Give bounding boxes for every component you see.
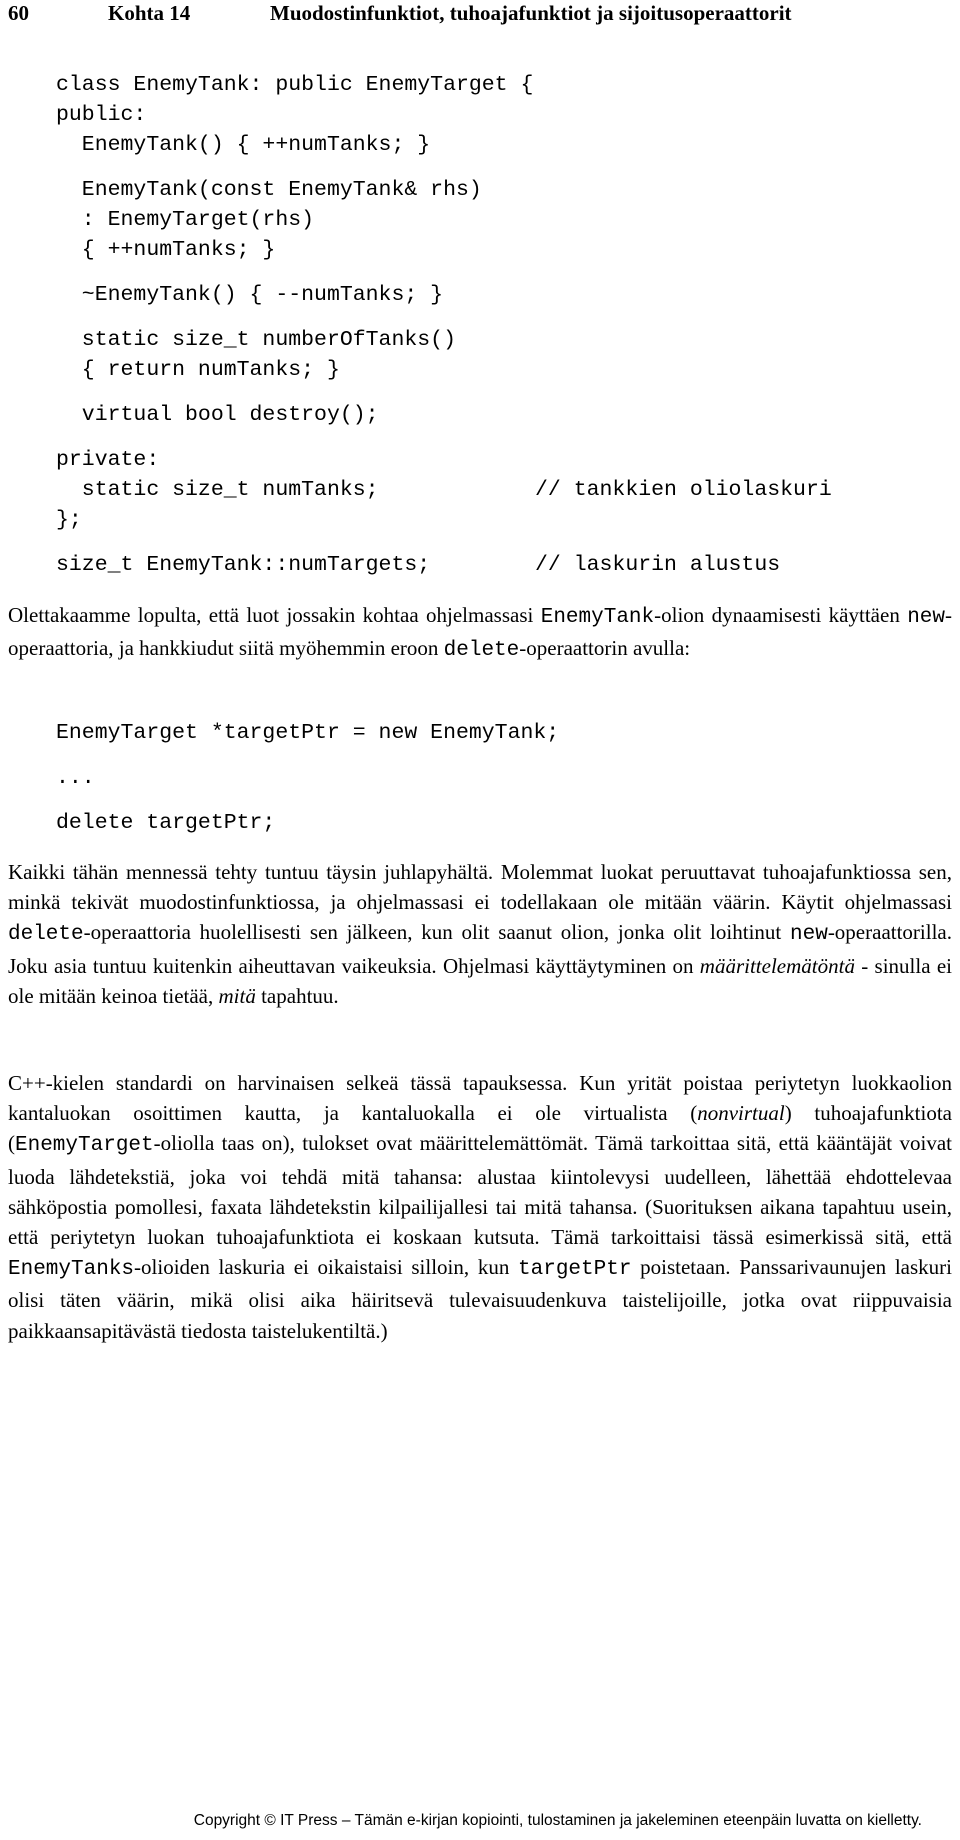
running-header — [8, 0, 952, 30]
paragraph-1 — [8, 600, 952, 666]
code-line: EnemyTarget *targetPtr = new EnemyTank; — [56, 721, 560, 745]
chapter-label: Kohta 14 — [108, 1, 191, 25]
code-line: virtual bool destroy(); — [56, 403, 379, 427]
text-run: -olion dynaamisesti käyttäen — [654, 603, 908, 627]
code-line: { ++numTanks; } — [56, 238, 276, 262]
code-line: class EnemyTank: public EnemyTarget { — [56, 73, 534, 97]
text-run: -operaattorilla. Joku asia tuntuu kuitenkin aiheuttavan vaikeuksia. Ohjelmasi käyttäytyminen on — [8, 920, 952, 978]
code-line: delete targetPtr; — [56, 811, 276, 835]
code-line: private: — [56, 448, 160, 472]
text-run: -olioiden laskuria ei oikaistaisi silloin, kun — [134, 1255, 519, 1280]
code-line: EnemyTank(const EnemyTank& rhs) — [56, 178, 482, 202]
code-line: { return numTanks; } — [56, 358, 340, 382]
chapter-title: Muodostinfunktiot, tuhoajafunktiot ja sijoitusoperaattorit — [270, 1, 792, 25]
code-line: public: — [56, 103, 147, 127]
text-run: - sinulla ei ole mitään keinoa tietää, — [8, 953, 952, 1008]
inline-code: delete — [8, 923, 84, 947]
code-line: static size_t numTanks; — [56, 478, 379, 502]
inline-code: EnemyTanks — [8, 1258, 135, 1282]
inline-code: targetPtr — [518, 1258, 632, 1282]
text-run: -oliolla taas on), tulokset ovat määrittelemättömät. Tämä tarkoittaa sitä, että kääntäjät voivat luoda lähdetekstiä, joka voi tehdä mitä tahansa: alustaa kiintolevysi uudelleen, lähettää ehdottelevaa sähköpostia pomollesi, faxata lähdetekstin kilpailijallesi tai mitä tahansa. (Suorituksen aikana tapahtuu usein, että periytetyn luokan tuhoajafunktiota ei koskaan kutsuta. Tämä tarkoittaisi tässä esimerkissä sitä, että — [8, 1131, 952, 1250]
text-run: -operaattorin avulla: — [519, 636, 691, 661]
text-run: poistetaan. Panssarivaunujen laskuri olisi täten väärin, mikä olisi aika häiritsevä tulevaisuudenkuva taistelijoille, jotka ovat riippuvaisia paikkaansapitävästä tiedosta taistelukentiltä.) — [8, 1255, 953, 1343]
page-number: 60 — [8, 1, 29, 25]
inline-code: delete — [443, 639, 520, 663]
text-run: ) tuhoajafunktiota ( — [8, 1101, 953, 1156]
code-line: size_t EnemyTank::numTargets; — [56, 553, 431, 577]
text-run: Kaikki tähän mennessä tehty tuntuu täysin juhlapyhältä. Molemmat luokat peruuttavat tuhoajafunktiossa sen, minkä tekivät muodostinfunktiossa, ja ohjelmassasi ei todellakaan ole mitään väärin. Käytit ohjelmassasi — [8, 860, 952, 915]
text-run: C++-kielen standardi on harvinaisen selkeä tässä tapauksessa. Kun yrität poistaa periytetyn luokkaolion kantaluokan osoittimen kautta, ja kantaluokalla ei ole virtualista ( — [8, 1071, 952, 1126]
code-comment: // tankkien oliolaskuri — [535, 478, 832, 502]
copyright-footer: Copyright © IT Press – Tämän e-kirjan kopiointi, tulostaminen ja jakeleminen eteenpäin luvatta on kielletty. — [193, 1812, 922, 1829]
code-line: ... — [56, 766, 95, 790]
paragraph-2 — [8, 857, 952, 1011]
code-line: }; — [56, 508, 82, 532]
inline-code: EnemyTarget — [15, 1134, 154, 1158]
paragraph-3 — [8, 1068, 952, 1346]
code-line: ~EnemyTank() { --numTanks; } — [56, 283, 444, 307]
inline-code: new — [790, 923, 828, 947]
emphasis: mitä — [218, 983, 256, 1008]
emphasis: määrittelemätöntä — [699, 953, 855, 978]
inline-code: new — [907, 606, 945, 629]
code-line: static size_t numberOfTanks() — [56, 328, 456, 352]
text-run: Olettakaamme lopulta, että luot jossakin kohtaa ohjelmassasi — [8, 603, 541, 627]
code-comment: // laskurin alustus — [535, 553, 781, 577]
code-line: : EnemyTarget(rhs) — [56, 208, 315, 232]
code-line: EnemyTank() { ++numTanks; } — [56, 133, 431, 157]
text-run: tapahtuu. — [255, 983, 339, 1008]
text-run: -operaattoria huolellisesti sen jälkeen, kun olit saanut olion, jonka olit loihtinut — [83, 920, 790, 945]
text-run: -operaattoria, ja hankkiudut siitä myöhemmin eroon — [8, 603, 952, 661]
inline-code: EnemyTank — [540, 606, 655, 629]
emphasis: nonvirtual — [697, 1101, 785, 1126]
